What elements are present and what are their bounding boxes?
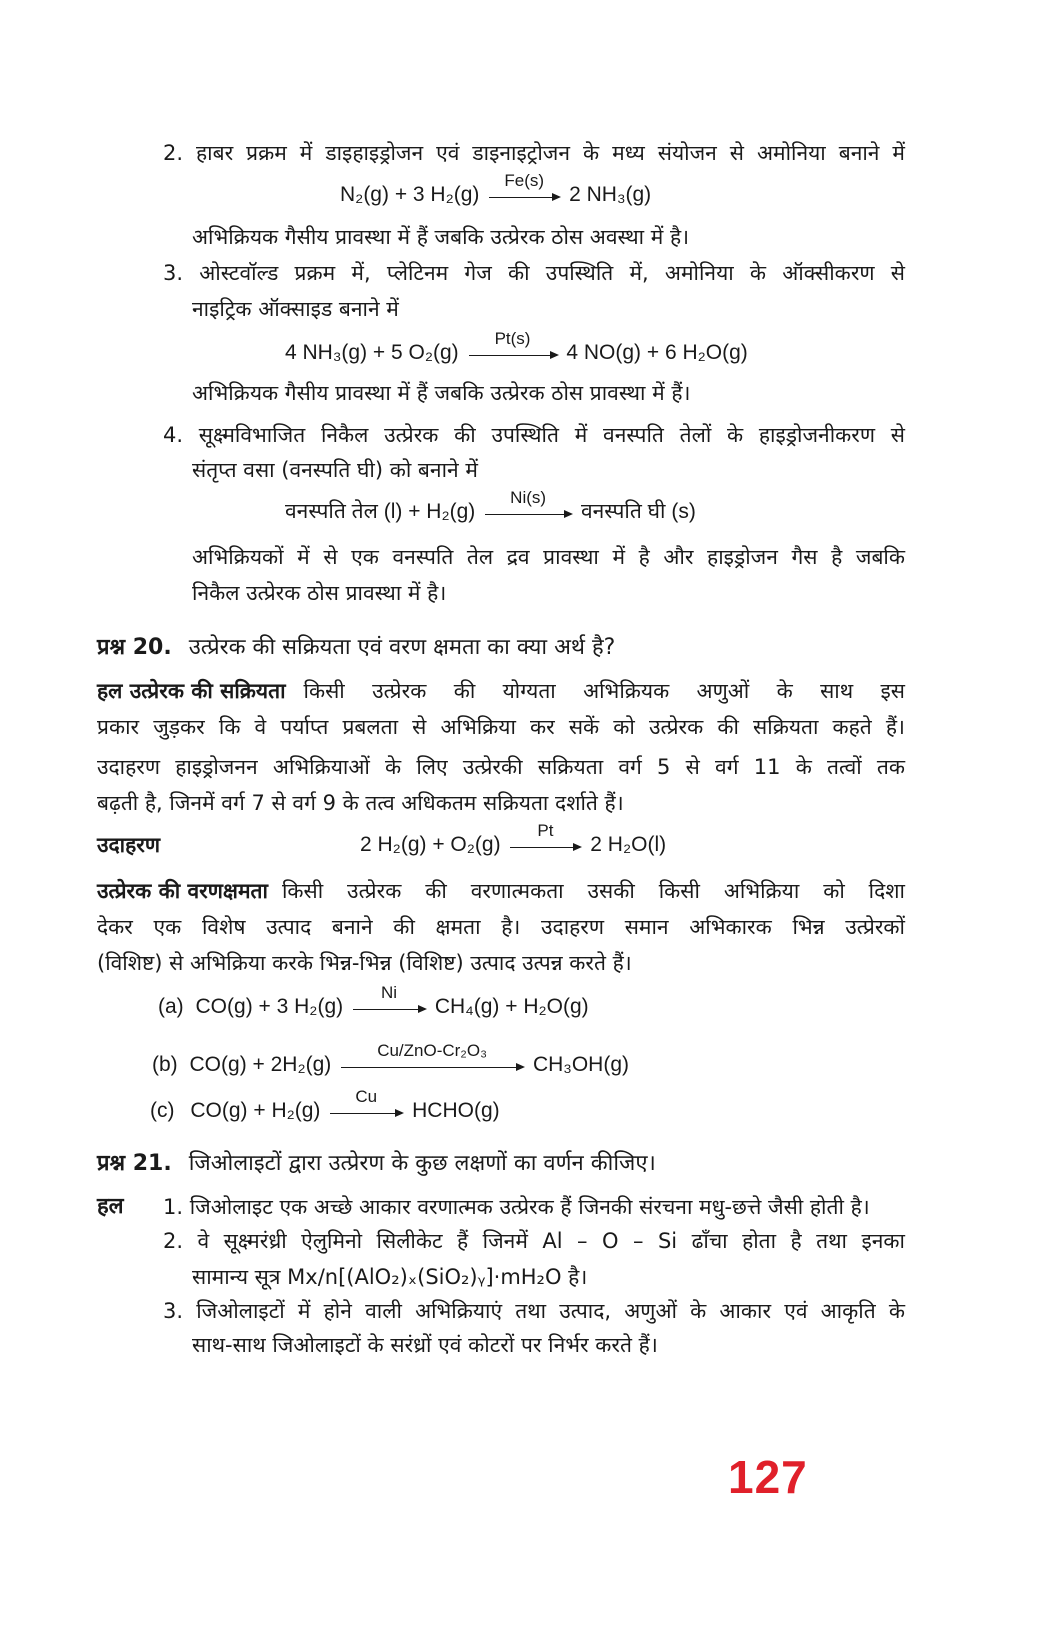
equation-label: (b) bbox=[152, 1053, 178, 1076]
reaction-arrow bbox=[469, 328, 557, 355]
question-number: प्रश्न 20. bbox=[97, 635, 172, 660]
equation-rhs: 4 NO(g) + 6 H₂O(g) bbox=[566, 341, 748, 364]
catalyst-label: Fe(s) bbox=[504, 170, 545, 190]
equation-lhs: N₂(g) + 3 H₂(g) bbox=[340, 183, 480, 206]
item-3-line-2: नाइट्रिक ऑक्साइड बनाने में bbox=[192, 297, 399, 321]
equation-rhs: CH₄(g) + H₂O(g) bbox=[434, 995, 589, 1018]
answer-20-line-2: प्रकार जुड़कर कि वे पर्याप्त प्रबलता से अभिक्रिया कर सकें को उत्प्रेरक की सक्रियता कहते हैं। bbox=[97, 715, 905, 739]
equation-rhs: 2 H₂O(l) bbox=[590, 833, 667, 856]
equation-lhs: 2 H₂(g) + O₂(g) bbox=[360, 833, 501, 856]
catalyst-label: Cu/ZnO-Cr₂O₃ bbox=[377, 1040, 488, 1060]
equation-lhs: CO(g) + H₂(g) bbox=[190, 1099, 321, 1122]
item-4-note-1: अभिक्रियकों में से एक वनस्पति तेल द्रव प्रावस्था में है और हाइड्रोजन गैस है जबकि bbox=[192, 545, 905, 569]
question-text: उत्प्रेरक की सक्रियता एवं वरण क्षमता का क्या अर्थ है? bbox=[188, 635, 616, 660]
reaction-arrow bbox=[330, 1086, 402, 1113]
equation-lhs: 4 NH₃(g) + 5 O₂(g) bbox=[285, 341, 459, 364]
answer-20-line-1 bbox=[97, 676, 905, 706]
item-3-note: अभिक्रियक गैसीय प्रावस्था में हैं जबकि उत्प्रेरक ठोस प्रावस्था में हैं। bbox=[192, 381, 691, 405]
equation-hydrogenation bbox=[285, 487, 696, 527]
catalyst-label: Pt bbox=[537, 820, 554, 840]
equation-lhs: वनस्पति तेल (l) + H₂(g) bbox=[285, 500, 476, 523]
equation-lhs: CO(g) + 2H₂(g) bbox=[189, 1053, 332, 1076]
equation-rhs: वनस्पति घी (s) bbox=[580, 500, 696, 523]
answer-21-heading: हल bbox=[97, 1194, 124, 1219]
catalyst-label: Pt(s) bbox=[494, 328, 531, 348]
reaction-arrow bbox=[489, 170, 559, 197]
answer-21-point-3-line-1: 3. जिओलाइटों में होने वाली अभिक्रियाएं तथा उत्पाद, अणुओं के आकार एवं आकृति के bbox=[163, 1299, 905, 1323]
equation-ostwald bbox=[285, 328, 748, 368]
item-2-note: अभिक्रियक गैसीय प्रावस्था में हैं जबकि उत्प्रेरक ठोस अवस्था में है। bbox=[192, 225, 690, 249]
answer-21-point-2-line-1: 2. वे सूक्ष्मरंध्री ऐलुमिनो सिलीकेट हैं जिनमें Al – O – Si ढाँचा होता है तथा इनका bbox=[163, 1229, 905, 1253]
item-2-line-1: 2. हाबर प्रक्रम में डाइहाइड्रोजन एवं डाइनाइट्रोजन के मध्य संयोजन से अमोनिया बनाने में bbox=[163, 141, 905, 165]
answer-text: किसी उत्प्रेरक की योग्यता अभिक्रियक अणुओं के साथ इस bbox=[303, 679, 905, 703]
catalyst-label: Cu bbox=[355, 1086, 378, 1106]
equation-b bbox=[152, 1040, 630, 1080]
catalyst-label: Ni bbox=[380, 982, 397, 1002]
question-20 bbox=[97, 632, 615, 664]
reaction-arrow bbox=[353, 982, 425, 1009]
question-text: जिओलाइटों द्वारा उत्प्रेरण के कुछ लक्षणों का वर्णन कीजिए। bbox=[188, 1151, 656, 1176]
question-number: प्रश्न 21. bbox=[97, 1151, 172, 1176]
equation-label: (c) bbox=[150, 1099, 175, 1122]
example-label: उदाहरण bbox=[97, 833, 161, 857]
question-21 bbox=[97, 1148, 656, 1180]
item-4-line-2: संतृप्त वसा (वनस्पति घी) को बनाने में bbox=[192, 458, 478, 482]
equation-lhs: CO(g) + 3 H₂(g) bbox=[195, 995, 344, 1018]
equation-c bbox=[150, 1086, 500, 1126]
reaction-arrow bbox=[510, 820, 580, 847]
equation-haber bbox=[340, 170, 652, 210]
selectivity-line-1 bbox=[97, 876, 905, 906]
item-4-note-2: निकैल उत्प्रेरक ठोस प्रावस्था में है। bbox=[192, 581, 447, 605]
item-4-line-1: 4. सूक्ष्मविभाजित निकैल उत्प्रेरक की उपस्थिति में वनस्पति तेलों के हाइड्रोजनीकरण से bbox=[163, 423, 905, 447]
equation-rhs: CH₃OH(g) bbox=[532, 1053, 630, 1076]
equation-rhs: 2 NH₃(g) bbox=[569, 183, 652, 206]
page-number: 127 bbox=[728, 1451, 808, 1503]
reaction-arrow bbox=[485, 487, 571, 514]
answer-21-point-3-line-2: साथ-साथ जिओलाइटों के सरंध्रों एवं कोटरों पर निर्भर करते हैं। bbox=[192, 1333, 658, 1357]
selectivity-text: किसी उत्प्रेरक की वरणात्मकता उसकी किसी अभिक्रिया को दिशा bbox=[281, 879, 905, 903]
equation-label: (a) bbox=[158, 995, 184, 1018]
reaction-arrow bbox=[341, 1040, 523, 1067]
item-3-line-1: 3. ओस्टवॉल्ड प्रक्रम में, प्लेटिनम गेज की उपस्थिति में, अमोनिया के ऑक्सीकरण से bbox=[163, 261, 905, 285]
catalyst-label: Ni(s) bbox=[510, 487, 547, 507]
example-line-2: बढ़ती है, जिनमें वर्ग 7 से वर्ग 9 के तत्व अधिकतम सक्रियता दर्शाते हैं। bbox=[97, 791, 624, 815]
selectivity-line-2: देकर एक विशेष उत्पाद बनाने की क्षमता है। उदाहरण समान अभिकारक भिन्न उत्प्रेरकों bbox=[97, 915, 905, 939]
equation-water bbox=[360, 820, 667, 860]
equation-rhs: HCHO(g) bbox=[412, 1099, 500, 1122]
answer-21-point-2-line-2: सामान्य सूत्र Mx/n[(AlO₂)ₓ(SiO₂)ᵧ]·mH₂O है। bbox=[192, 1265, 588, 1289]
selectivity-line-3: (विशिष्ट) से अभिक्रिया करके भिन्न-भिन्न (विशिष्ट) उत्पाद उत्पन्न करते हैं। bbox=[97, 951, 632, 975]
answer-21-point-1: 1. जिओलाइट एक अच्छे आकार वरणात्मक उत्प्रेरक हैं जिनकी संरचना मधु-छत्ते जैसी होती है। bbox=[163, 1195, 870, 1219]
example-line-1: उदाहरण हाइड्रोजनन अभिक्रियाओं के लिए उत्प्रेरकी सक्रियता वर्ग 5 से वर्ग 11 के तत्वों तक bbox=[97, 755, 905, 779]
selectivity-heading: उत्प्रेरक की वरणक्षमता bbox=[97, 879, 268, 903]
equation-a bbox=[158, 982, 589, 1022]
answer-heading: हल उत्प्रेरक की सक्रियता bbox=[97, 679, 286, 703]
